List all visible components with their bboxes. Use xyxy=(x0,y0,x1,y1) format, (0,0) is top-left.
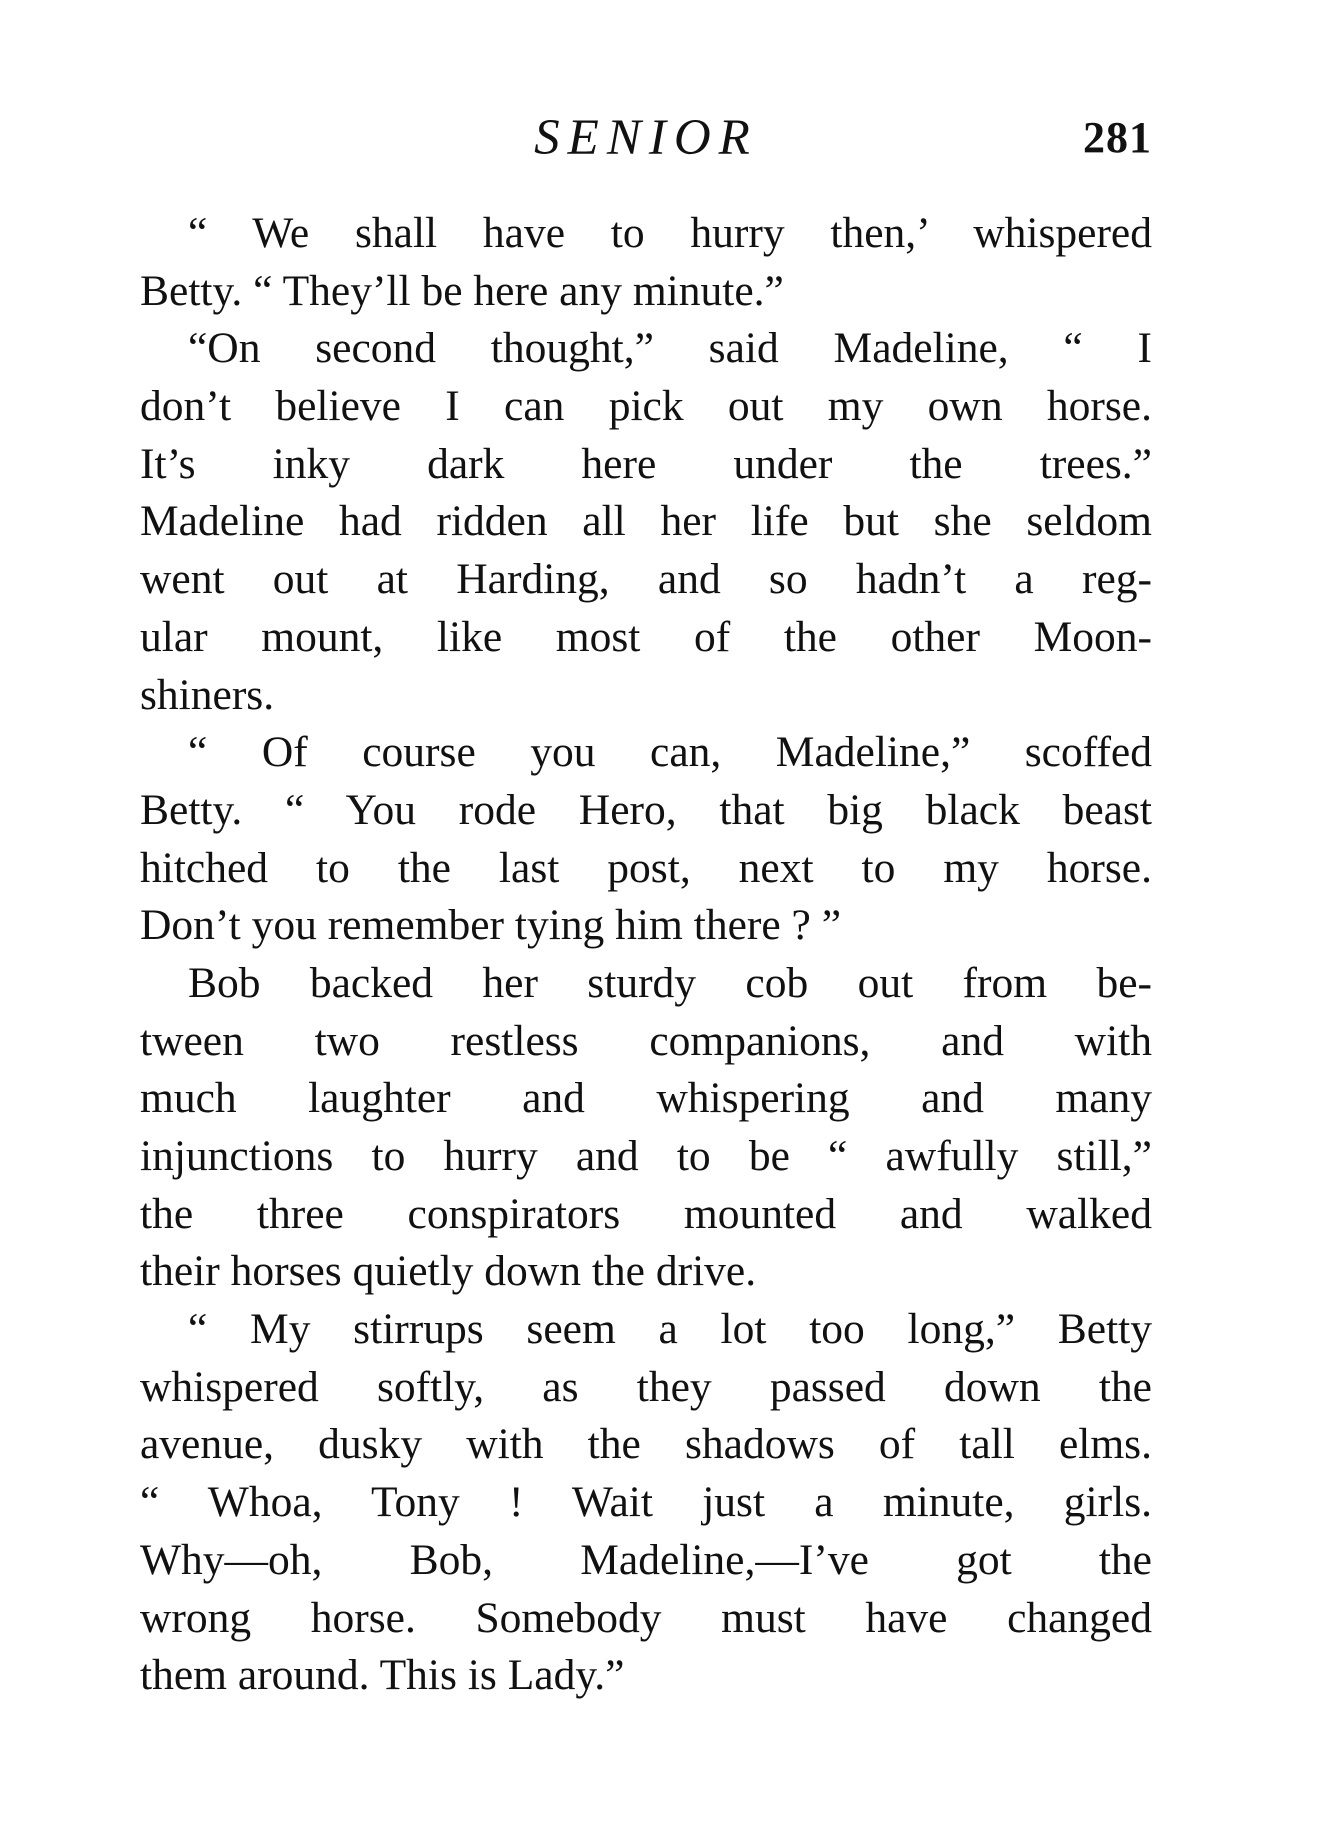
text-line: “On second thought,” said Madeline, “ I xyxy=(188,324,1152,373)
text-line: “ Whoa, Tony ! Wait just a minute, girls. xyxy=(140,1478,1152,1527)
running-head xyxy=(140,108,1152,168)
text-line: shiners. xyxy=(140,670,275,719)
paragraph-4 xyxy=(140,955,1152,1301)
text-line: ular mount, like most of the other Moon- xyxy=(140,612,1152,661)
text-line: injunctions to hurry and to be “ awfully still,” xyxy=(140,1132,1152,1180)
page-number: 281 xyxy=(1083,113,1152,162)
text-line: “ Of course you can, Madeline,” scoffed xyxy=(188,728,1152,777)
text-line: “ My stirrups seem a lot too long,” Betty xyxy=(188,1305,1152,1354)
text-line: the three conspirators mounted and walked xyxy=(140,1189,1152,1238)
running-head-title: SENIOR xyxy=(534,110,758,166)
text-line: don’t believe I can pick out my own horse. xyxy=(140,382,1152,431)
paragraph-3 xyxy=(140,724,1152,955)
paragraph-2 xyxy=(140,320,1152,724)
text-line: It’s inky dark here under the trees.” xyxy=(140,439,1152,488)
text-line: them around. This is Lady.” xyxy=(140,1651,625,1700)
text-line: Don’t you remember tying him there ? ” xyxy=(140,901,842,950)
text-line: Betty. “ They’ll be here any minute.” xyxy=(140,266,784,315)
body-text xyxy=(140,205,1152,1705)
text-line: wrong horse. Somebody must have changed xyxy=(140,1593,1152,1642)
text-line: Bob backed her sturdy cob out from be- xyxy=(188,958,1152,1007)
text-line: much laughter and whispering and many xyxy=(140,1074,1152,1123)
text-line: avenue, dusky with the shadows of tall elms. xyxy=(140,1420,1152,1469)
paragraph-5 xyxy=(140,1301,1152,1705)
text-line: went out at Harding, and so hadn’t a reg- xyxy=(140,555,1152,604)
text-line: Betty. “ You rode Hero, that big black beast xyxy=(140,785,1152,834)
text-line: Madeline had ridden all her life but she seldom xyxy=(140,497,1152,546)
text-line: Why—oh, Bob, Madeline,—I’ve got the xyxy=(140,1535,1152,1584)
text-line: their horses quietly down the drive. xyxy=(140,1247,757,1296)
text-line: whispered softly, as they passed down the xyxy=(140,1362,1152,1411)
text-line: hitched to the last post, next to my horse. xyxy=(140,843,1152,892)
text-line: tween two restless companions, and with xyxy=(140,1016,1152,1065)
text-line: “ We shall have to hurry then,’ whispered xyxy=(188,209,1152,257)
paragraph-1 xyxy=(140,205,1152,320)
